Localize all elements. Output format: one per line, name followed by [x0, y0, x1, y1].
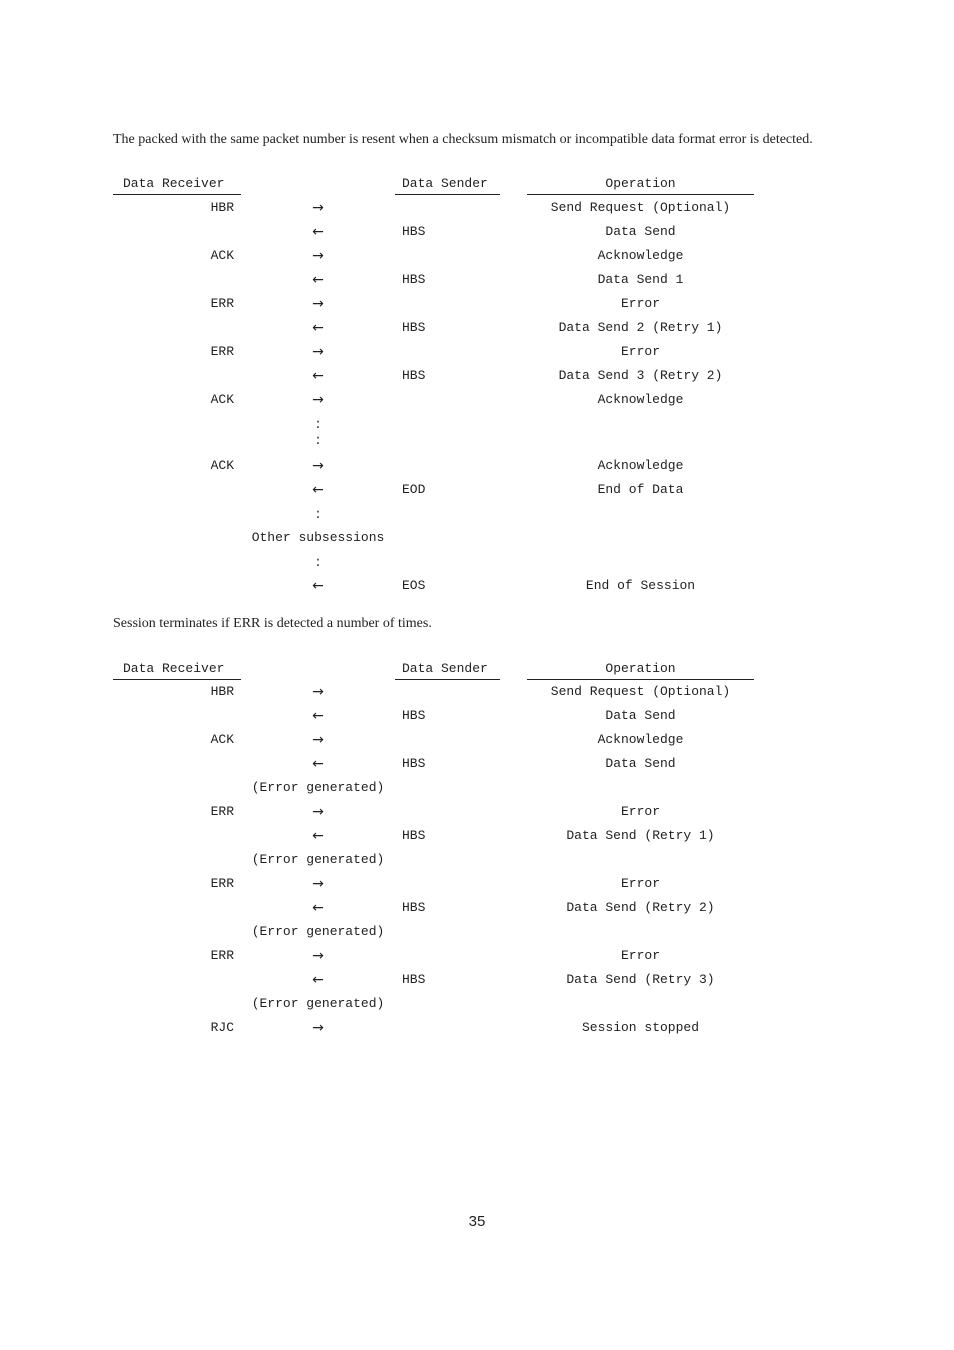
arrow-cell: → [312, 804, 324, 820]
table-row [0, 576, 954, 596]
note-cell: Other subsessions [251, 530, 385, 545]
operation-cell: Send Request (Optional) [550, 200, 731, 215]
arrow-cell: → [312, 200, 324, 216]
table-row [0, 480, 954, 500]
receiver-cell: ERR [210, 876, 234, 891]
operation-cell: Error [620, 948, 660, 963]
arrow-cell: : [315, 554, 321, 570]
table-row [0, 874, 954, 894]
table-row [0, 850, 954, 870]
arrow-cell: ← [312, 224, 324, 240]
table-row [0, 430, 954, 450]
arrow-cell: ← [312, 368, 324, 384]
operation-cell: Error [620, 344, 660, 359]
page-number: 35 [468, 1213, 486, 1230]
arrow-cell: → [312, 948, 324, 964]
arrow-cell: : [315, 432, 321, 448]
header-data-receiver [113, 661, 241, 680]
arrow-cell: ← [312, 578, 324, 594]
operation-cell: Data Send (Retry 3) [566, 972, 715, 987]
table-row [0, 294, 954, 314]
arrow-cell: ← [312, 756, 324, 772]
operation-cell: Data Send 3 (Retry 2) [558, 368, 723, 383]
table-row [0, 528, 954, 548]
note-cell: (Error generated) [251, 780, 385, 795]
note-cell: (Error generated) [251, 996, 385, 1011]
intro-paragraph: The packed with the same packet number is resent when a checksum mismatch or incompatible data format error is detected. [113, 132, 813, 147]
sender-cell: HBS [402, 972, 426, 987]
table-row [0, 802, 954, 822]
arrow-cell: ← [312, 320, 324, 336]
header-operation: Operation [527, 661, 754, 680]
receiver-cell: ACK [210, 458, 234, 473]
header-receiver-label: Data Receiver [123, 176, 225, 191]
operation-cell: Data Send [605, 224, 676, 239]
arrow-cell: ← [312, 272, 324, 288]
table-row [0, 246, 954, 266]
sender-cell: HBS [402, 708, 426, 723]
note-cell: (Error generated) [251, 852, 385, 867]
arrow-cell: → [312, 684, 324, 700]
receiver-cell: ERR [210, 296, 234, 311]
sender-cell: HBS [402, 224, 426, 239]
table-row [0, 456, 954, 476]
receiver-cell: ACK [210, 732, 234, 747]
receiver-cell: HBR [210, 200, 234, 215]
table-row [0, 826, 954, 846]
arrow-cell: : [315, 416, 321, 432]
sender-cell: EOS [402, 578, 426, 593]
receiver-cell: ACK [210, 392, 234, 407]
arrow-cell: → [312, 248, 324, 264]
operation-cell: End of Session [585, 578, 696, 593]
arrow-cell: → [312, 1020, 324, 1036]
sender-cell: HBS [402, 900, 426, 915]
arrow-cell: → [312, 732, 324, 748]
arrow-cell: ← [312, 708, 324, 724]
table-row [0, 342, 954, 362]
table-row [0, 198, 954, 218]
arrow-cell: : [315, 506, 321, 522]
arrow-cell: ← [312, 900, 324, 916]
arrow-cell: → [312, 344, 324, 360]
sender-cell: HBS [402, 828, 426, 843]
table-row [0, 898, 954, 918]
arrow-cell: ← [312, 972, 324, 988]
table-row [0, 270, 954, 290]
table-row [0, 970, 954, 990]
table-row [0, 922, 954, 942]
operation-cell: Data Send [605, 756, 676, 771]
receiver-cell: ERR [210, 344, 234, 359]
sender-cell: HBS [402, 320, 426, 335]
operation-cell: Data Send (Retry 1) [566, 828, 715, 843]
operation-cell: Data Send 2 (Retry 1) [558, 320, 723, 335]
operation-cell: Data Send (Retry 2) [566, 900, 715, 915]
header-data-sender [395, 661, 500, 680]
session-termination-paragraph: Session terminates if ERR is detected a number of times. [113, 616, 432, 631]
table-row [0, 706, 954, 726]
table-row [0, 1018, 954, 1038]
table-row [0, 778, 954, 798]
operation-cell: Acknowledge [597, 458, 684, 473]
operation-cell: Acknowledge [597, 248, 684, 263]
receiver-cell: ERR [210, 804, 234, 819]
header-sender-label: Data Sender [402, 176, 488, 191]
header-data-sender [395, 176, 500, 195]
header-operation: Operation [527, 176, 754, 195]
table-row [0, 552, 954, 572]
operation-cell: Error [620, 876, 660, 891]
arrow-cell: → [312, 876, 324, 892]
table-row [0, 366, 954, 386]
arrow-cell: ← [312, 482, 324, 498]
receiver-cell: ERR [210, 948, 234, 963]
sender-cell: EOD [402, 482, 426, 497]
operation-cell: Send Request (Optional) [550, 684, 731, 699]
operation-cell: End of Data [597, 482, 684, 497]
receiver-cell: ACK [210, 248, 234, 263]
header-sender-label: Data Sender [402, 661, 488, 676]
table-row [0, 994, 954, 1014]
sender-cell: HBS [402, 272, 426, 287]
table-row [0, 390, 954, 410]
receiver-cell: HBR [210, 684, 234, 699]
operation-cell: Acknowledge [597, 392, 684, 407]
operation-cell: Session stopped [581, 1020, 700, 1035]
operation-cell: Error [620, 804, 660, 819]
arrow-cell: → [312, 458, 324, 474]
operation-cell: Error [620, 296, 660, 311]
receiver-cell: RJC [210, 1020, 234, 1035]
arrow-cell: ← [312, 828, 324, 844]
note-cell: (Error generated) [251, 924, 385, 939]
arrow-cell: → [312, 296, 324, 312]
sender-cell: HBS [402, 756, 426, 771]
table-row [0, 222, 954, 242]
operation-cell: Acknowledge [597, 732, 684, 747]
operation-cell: Data Send 1 [597, 272, 684, 287]
operation-cell: Data Send [605, 708, 676, 723]
table-row [0, 504, 954, 524]
header-receiver-label: Data Receiver [123, 661, 225, 676]
table-row [0, 318, 954, 338]
sender-cell: HBS [402, 368, 426, 383]
arrow-cell: → [312, 392, 324, 408]
header-data-receiver [113, 176, 241, 195]
table-row [0, 682, 954, 702]
table-row [0, 754, 954, 774]
table-row [0, 730, 954, 750]
table-row [0, 946, 954, 966]
